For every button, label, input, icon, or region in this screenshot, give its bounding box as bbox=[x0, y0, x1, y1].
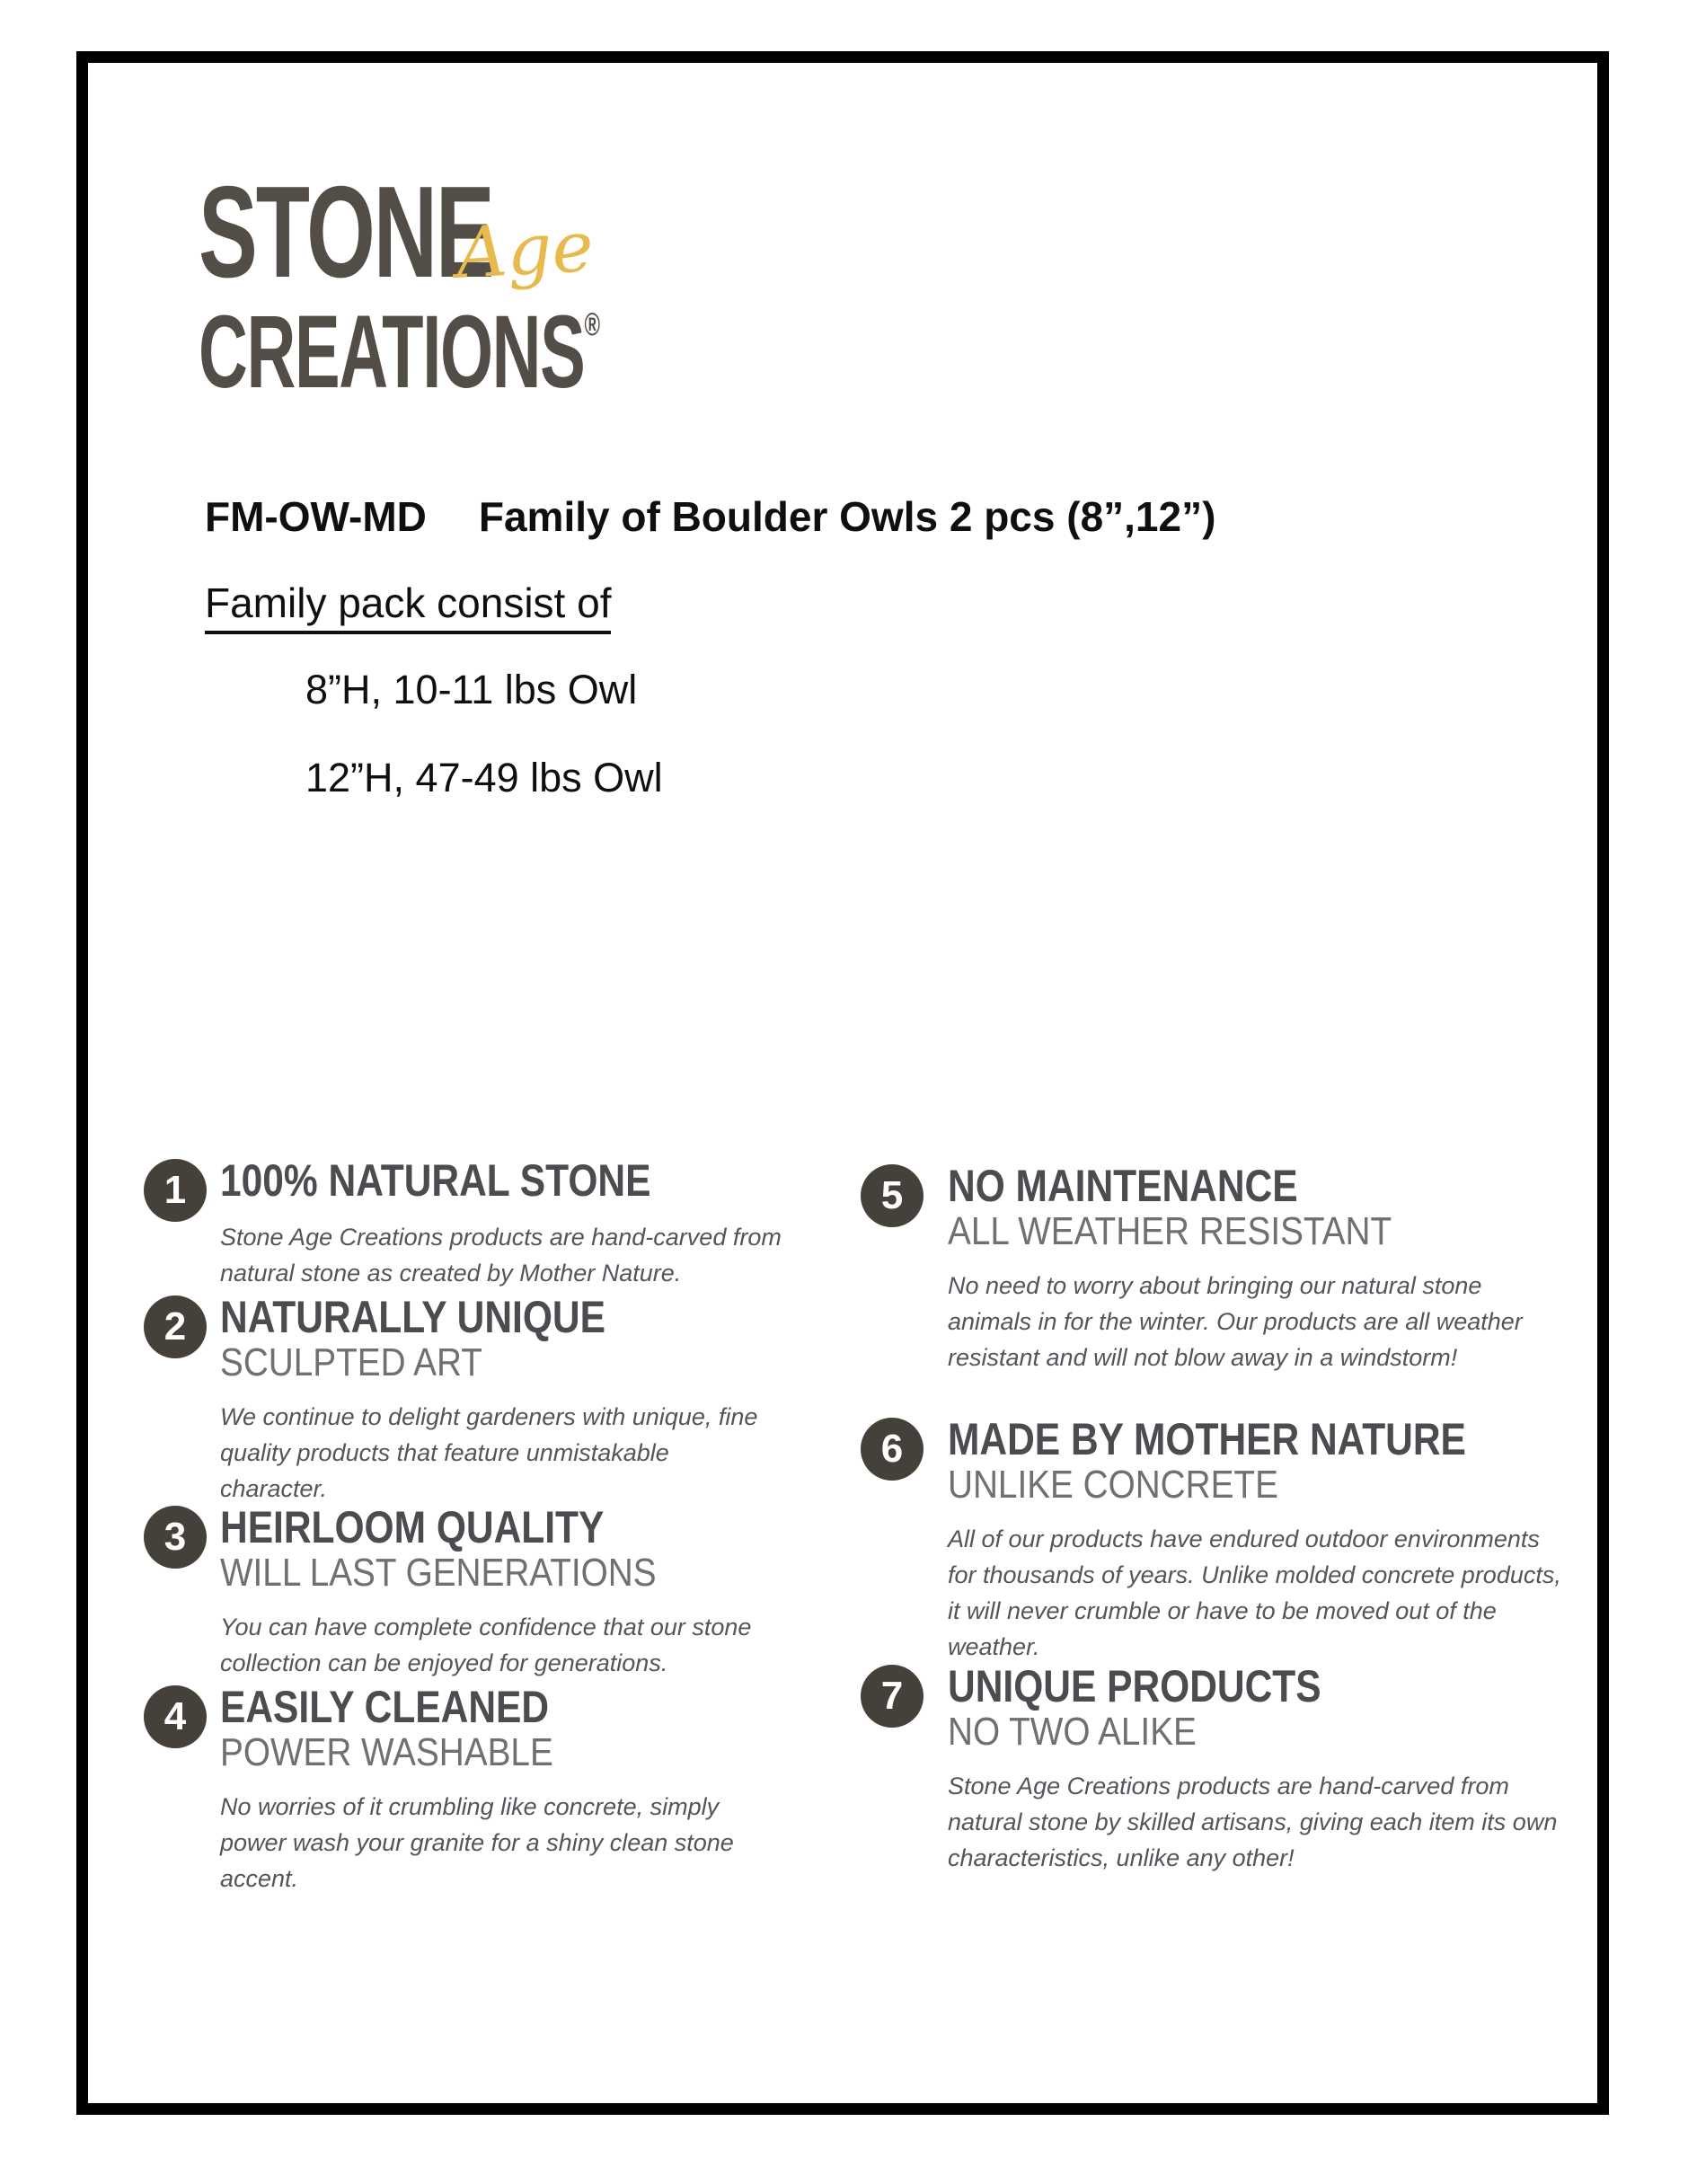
logo-creations-word: CREATIONS bbox=[199, 295, 585, 410]
pack-heading: Family pack consist of bbox=[205, 579, 611, 634]
product-name: Family of Boulder Owls 2 pcs (8”,12”) bbox=[478, 493, 1216, 540]
logo-age-script-text: Age bbox=[454, 207, 596, 295]
feature-item bbox=[861, 1163, 1579, 1375]
feature-subtitle: POWER WASHABLE bbox=[220, 1730, 553, 1774]
feature-subtitle: UNLIKE CONCRETE bbox=[948, 1463, 1278, 1507]
feature-item bbox=[144, 1157, 809, 1291]
feature-subtitle: ALL WEATHER RESISTANT bbox=[948, 1209, 1392, 1253]
feature-subtitle: NO TWO ALIKE bbox=[948, 1710, 1197, 1754]
feature-item bbox=[861, 1663, 1579, 1876]
feature-body: We continue to delight gardeners with unique, fine quality products that feature unmistakable character. bbox=[220, 1403, 758, 1502]
feature-title: HEIRLOOM QUALITY bbox=[220, 1502, 605, 1552]
feature-number-badge: 1 bbox=[144, 1159, 207, 1222]
feature-item bbox=[861, 1416, 1579, 1665]
feature-body: Stone Age Creations products are hand-carved from natural stone as created by Mother Nature. bbox=[220, 1224, 782, 1287]
feature-number-badge: 6 bbox=[861, 1418, 924, 1481]
feature-body: Stone Age Creations products are hand-carved from natural stone by skilled artisans, giving each item its own characteristics, unlike any other! bbox=[948, 1773, 1558, 1871]
feature-number-badge: 7 bbox=[861, 1665, 924, 1728]
feature-title: EASILY CLEANED bbox=[220, 1682, 550, 1732]
registered-trademark-mark: ® bbox=[584, 305, 600, 342]
feature-number-badge: 5 bbox=[861, 1164, 924, 1227]
feature-title: 100% NATURAL STONE bbox=[220, 1155, 651, 1206]
feature-item bbox=[144, 1684, 809, 1897]
feature-title: MADE BY MOTHER NATURE bbox=[948, 1414, 1466, 1464]
feature-title: UNIQUE PRODUCTS bbox=[948, 1661, 1321, 1711]
feature-body: No need to worry about bringing our natural stone animals in for the winter. Our products are all weather resistant and will not blow away in a windstorm! bbox=[948, 1272, 1523, 1371]
feature-item bbox=[144, 1294, 809, 1507]
feature-subtitle: SCULPTED ART bbox=[220, 1340, 482, 1384]
product-code: FM-OW-MD bbox=[205, 493, 427, 540]
pack-item: 8”H, 10-11 lbs Owl bbox=[305, 667, 638, 712]
feature-subtitle: WILL LAST GENERATIONS bbox=[220, 1551, 657, 1595]
logo-creations-text bbox=[199, 272, 600, 410]
feature-body: All of our products have endured outdoor environments for thousands of years. Unlike molded concrete products, it will never crumble or have to be moved out of the weather. bbox=[948, 1525, 1561, 1660]
feature-title: NO MAINTENANCE bbox=[948, 1161, 1298, 1211]
logo-stone-text: STONE bbox=[199, 159, 493, 305]
feature-title: NATURALLY UNIQUE bbox=[220, 1292, 605, 1342]
feature-number-badge: 3 bbox=[144, 1506, 207, 1569]
feature-body: You can have complete confidence that our stone collection can be enjoyed for generations. bbox=[220, 1614, 752, 1676]
feature-number-badge: 2 bbox=[144, 1295, 207, 1358]
feature-body: No worries of it crumbling like concrete, simply power wash your granite for a shiny clean stone accent. bbox=[220, 1793, 734, 1892]
product-title bbox=[205, 492, 1215, 541]
pack-item: 12”H, 47-49 lbs Owl bbox=[305, 755, 663, 800]
feature-number-badge: 4 bbox=[144, 1685, 207, 1748]
feature-item bbox=[144, 1504, 809, 1681]
